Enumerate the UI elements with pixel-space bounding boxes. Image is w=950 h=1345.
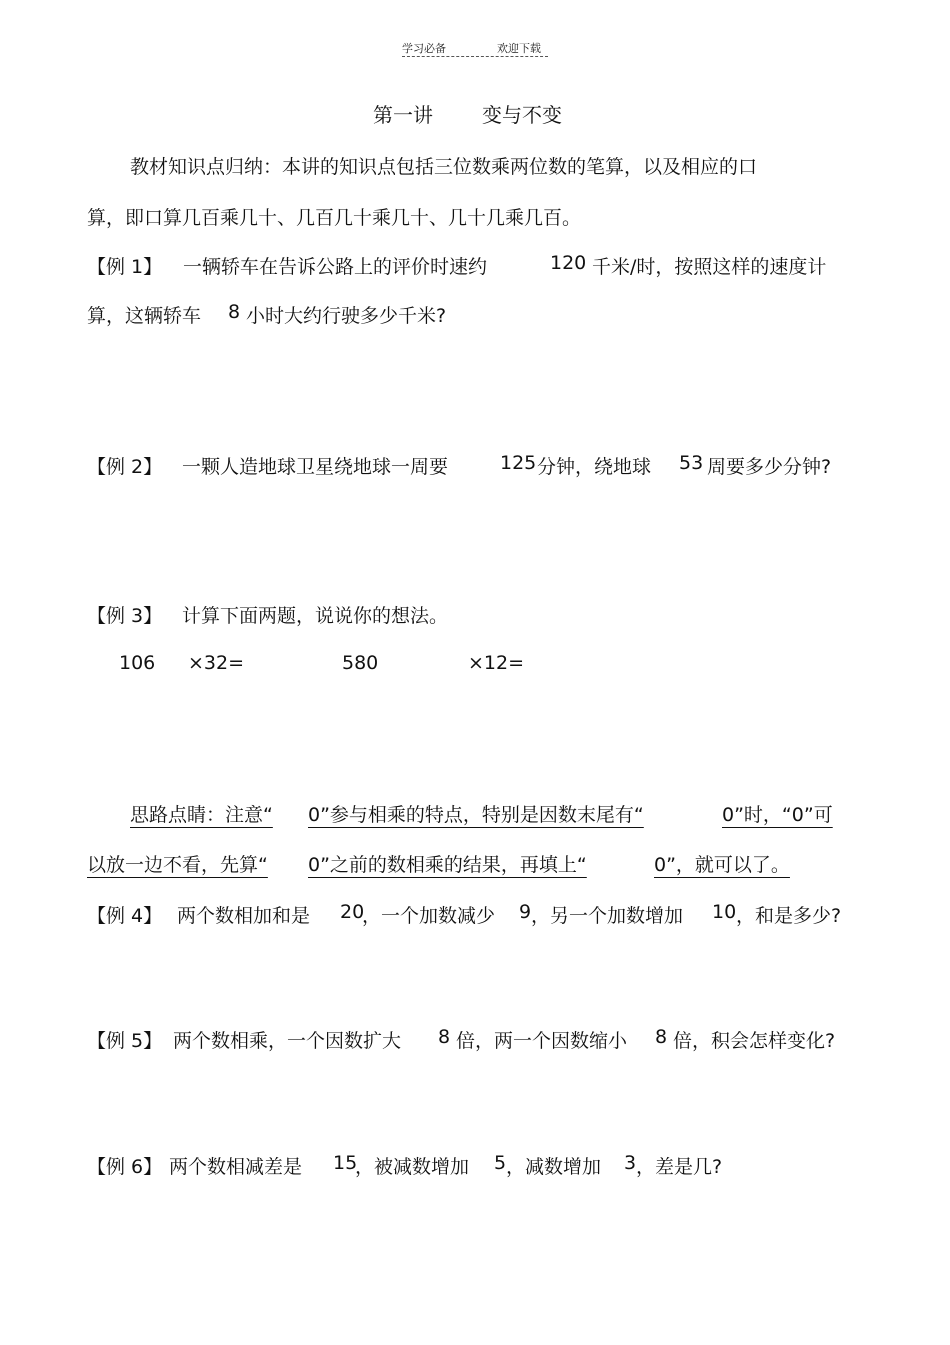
calc-1-operand: 106 [119,652,156,674]
header-right-text: 欢迎下载 [497,42,541,55]
hint-line-1-c: 0”时，“0”可 [722,804,833,826]
example-2-label: 【例 2】 [87,456,163,478]
hint-line-2-c: 0”，就可以了。 [654,854,790,876]
hint-line-1-a: 思路点睛：注意“ [130,804,273,826]
example-6-number-c: 3 [624,1152,637,1174]
example-3-text: 计算下面两题，说说你的想法。 [182,605,449,627]
example-6-number-a: 15 [333,1152,358,1174]
example-1-text-c: 算，这辆轿车 [87,305,202,327]
example-2-text-c: 周要多少分钟? [707,456,832,478]
example-2-text-a: 一颗人造地球卫星绕地球一周要 [182,456,449,478]
example-4-number-a: 20 [340,901,365,923]
example-3-label: 【例 3】 [87,605,163,627]
example-4-text-b: ，一个加数减少 [362,905,496,927]
hint-line-2-a: 以放一边不看，先算“ [87,854,268,876]
example-4-text-a: 两个数相加和是 [177,905,311,927]
example-1-text-b: 千米/时，按照这样的速度计 [592,256,827,278]
lecture-topic: 变与不变 [482,103,562,127]
intro-line-2: 算，即口算几百乘几十、几百几十乘几十、几十几乘几百。 [87,207,582,229]
example-5-label: 【例 5】 [87,1030,163,1052]
example-4-number-b: 9 [519,901,532,923]
example-4-text-d: ，和是多少? [736,905,842,927]
example-6-label: 【例 6】 [87,1156,163,1178]
example-2-number-a: 125 [500,452,537,474]
example-6-number-b: 5 [494,1152,507,1174]
example-5-text-b: 倍，两一个因数缩小 [456,1030,628,1052]
example-5-number-a: 8 [438,1026,451,1048]
example-2-number-b: 53 [679,452,704,474]
example-5-number-b: 8 [655,1026,668,1048]
example-4-text-c: ，另一个加数增加 [531,905,684,927]
header-dashed-rule [402,56,548,57]
example-1-label: 【例 1】 [87,256,163,278]
example-1-text-a: 一辆轿车在告诉公路上的评价时速约 [183,256,488,278]
calc-2-operand: 580 [342,652,379,674]
lecture-number: 第一讲 [373,103,433,127]
example-6-text-a: 两个数相减差是 [169,1156,303,1178]
example-1-number-a: 120 [550,252,587,274]
example-4-number-c: 10 [712,901,737,923]
example-1-number-b: 8 [228,301,241,323]
example-6-text-c: ，减数增加 [506,1156,602,1178]
hint-line-1-b: 0”参与相乘的特点，特别是因数末尾有“ [308,804,644,826]
header-left-text: 学习必备 [402,42,446,55]
example-5-text-c: 倍，积会怎样变化? [673,1030,836,1052]
calc-2-multiplier: ×12= [468,652,525,674]
example-4-label: 【例 4】 [87,905,163,927]
hint-line-2-b: 0”之前的数相乘的结果，再填上“ [308,854,587,876]
example-6-text-d: ，差是几? [636,1156,723,1178]
example-1-text-d: 小时大约行驶多少千米? [246,305,447,327]
example-6-text-b: ，被减数增加 [355,1156,470,1178]
example-2-text-b: 分钟，绕地球 [537,456,652,478]
intro-line-1: 教材知识点归纳：本讲的知识点包括三位数乘两位数的笔算，以及相应的口 [130,156,758,178]
calc-1-multiplier: ×32= [188,652,245,674]
example-5-text-a: 两个数相乘，一个因数扩大 [173,1030,402,1052]
